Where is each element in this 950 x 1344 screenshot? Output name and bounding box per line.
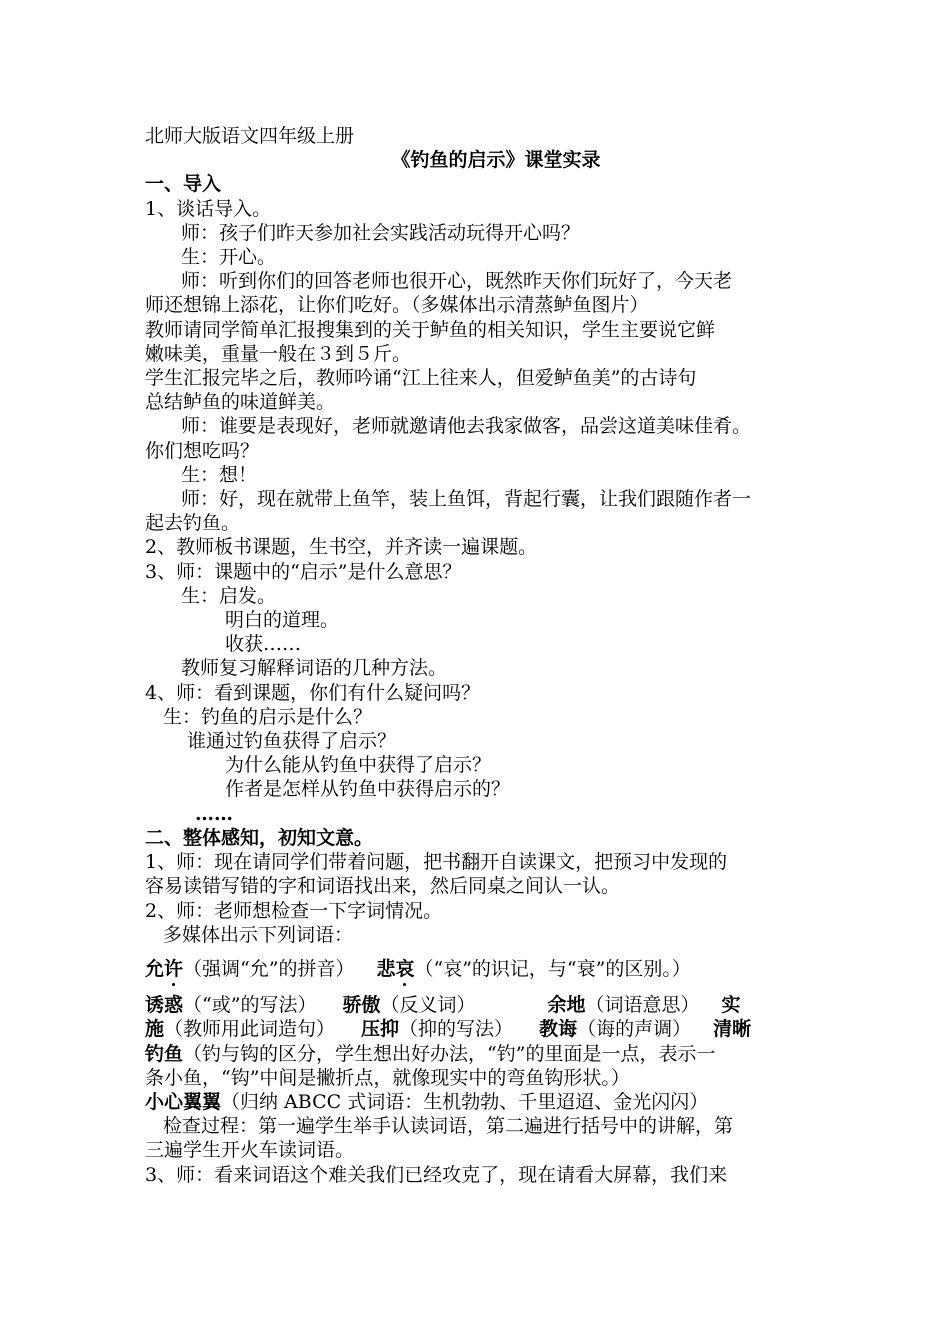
vocab-char: 悲 <box>376 957 396 980</box>
vocab-note: （诲的声调） <box>577 1018 692 1041</box>
item-big-screen: 3、师：看来词语这个难关我们已经攻克了，现在请看大屏幕，我们来 <box>145 1163 728 1186</box>
section-heading-intro: 一、导入 <box>145 173 222 196</box>
student-line: 生：启发。 <box>181 584 277 607</box>
vocab-word: 钓鱼 <box>145 1042 184 1065</box>
teacher-line-cont: 师还想锦上添花，让你们吃好。（多媒体出示清蒸鲈鱼图片） <box>145 294 649 317</box>
vocab-word: 教诲 <box>539 1018 578 1041</box>
student-answer: 明白的道理。 <box>225 609 340 632</box>
teacher-line: 师：孩子们昨天参加社会实践活动玩得开心吗？ <box>181 221 581 244</box>
paragraph-line: 总结鲈鱼的味道鲜美。 <box>145 391 336 414</box>
vocab-line <box>145 993 817 1017</box>
vocab-word: 余地 <box>547 994 586 1017</box>
vocab-note-cont: 条小鱼，“钩”中间是撇折点，就像现实中的弯鱼钩形状。） <box>145 1066 630 1089</box>
ellipsis: …… <box>195 802 233 825</box>
item-meaning-question: 3、师：课题中的“启示”是什么意思？ <box>145 560 462 583</box>
paragraph-line: 嫩味美，重量一般在３到５斤。 <box>145 342 412 365</box>
vocab-word: 施 <box>145 1018 165 1041</box>
student-answer: 收获…… <box>225 633 302 656</box>
vocab-line <box>145 957 817 981</box>
student-question: 为什么能从钓鱼中获得了启示？ <box>225 754 492 777</box>
student-question: 生：钓鱼的启示是什么？ <box>163 705 373 728</box>
document-series: 北师大版语文四年级上册 <box>145 125 355 147</box>
student-question: 作者是怎样从钓鱼中获得启示的？ <box>225 778 511 801</box>
check-process: 检查过程：第一遍学生举手认读词语，第二遍进行括号中的讲解，第 <box>163 1115 734 1138</box>
vocab-line <box>145 1090 817 1114</box>
student-line: 生：开心。 <box>181 246 277 269</box>
teacher-line-cont: 你们想吃吗？ <box>145 439 260 462</box>
item-self-read: 1、师：现在请同学们带着问题，把书翻开自读课文，把预习中发现的 <box>145 851 728 874</box>
vocab-word: 实 <box>721 994 741 1017</box>
teacher-line: 师：谁要是表现好，老师就邀请他去我家做客，品尝这道美味佳肴。 <box>181 415 752 438</box>
item-questions: 4、师：看到课题，你们有什么疑问吗？ <box>145 681 481 704</box>
vocab-line <box>145 1017 817 1041</box>
teacher-line: 师：好，现在就带上鱼竿，装上鱼饵，背起行囊，让我们跟随作者一 <box>181 488 752 511</box>
vocab-note: （词语意思） <box>585 994 700 1017</box>
teacher-line: 师：听到你们的回答老师也很开心，既然昨天你们玩好了，今天老 <box>181 270 733 293</box>
vocab-note: （归纳 ABCC 式词语：生机勃勃、千里迢迢、金光闪闪） <box>221 1090 709 1113</box>
vocab-note: （教师用此词造句） <box>164 1018 336 1041</box>
vocab-word: 诱惑 <box>145 994 184 1017</box>
item-talk-intro: 1、谈话导入。 <box>145 197 272 220</box>
paragraph-line: 教师请同学简单汇报搜集到的关于鲈鱼的相关知识，学生主要说它鲜 <box>145 318 716 341</box>
vocab-char-dotted: 许 <box>164 957 184 980</box>
check-process-cont: 三遍学生开火车读词语。 <box>145 1139 355 1162</box>
student-line: 生：想！ <box>181 463 258 486</box>
vocab-word: 小心翼翼 <box>145 1090 222 1113</box>
vocab-note: （“或”的写法） <box>183 994 317 1017</box>
vocab-note: （钓与钩的区分，学生想出好办法，“钓”的里面是一点，表示一 <box>183 1042 716 1065</box>
vocab-word: 骄傲 <box>342 994 381 1017</box>
item-check-words: 2、师：老师想检查一下字词情况。 <box>145 899 443 922</box>
paragraph-line: 学生汇报完毕之后，教师吟诵“江上往来人，但爱鲈鱼美”的古诗句 <box>145 367 697 390</box>
vocab-line <box>145 1042 817 1066</box>
vocab-note: （反义词） <box>380 994 476 1017</box>
document-title: 《钓鱼的启示》课堂实录 <box>391 149 601 172</box>
vocab-note: （强调“允”的拼音） <box>183 957 355 980</box>
teacher-note: 教师复习解释词语的几种方法。 <box>181 657 448 680</box>
media-note: 多媒体出示下列词语： <box>163 923 354 946</box>
item-self-read-cont: 容易读错写错的字和词语找出来，然后同桌之间认一认。 <box>145 875 621 898</box>
item-board-title: 2、教师板书课题，生书空，并齐读一遍课题。 <box>145 536 538 559</box>
vocab-note: （“哀”的识记，与“衰”的区别。） <box>414 957 691 980</box>
document-page <box>145 124 817 1187</box>
vocab-char: 允 <box>145 957 165 980</box>
vocab-word: 压抑 <box>361 1018 400 1041</box>
vocab-char-dotted: 哀 <box>395 957 415 980</box>
vocab-note: （抑的写法） <box>399 1018 514 1041</box>
section-heading-overview: 二、整体感知，初知文意。 <box>145 826 374 849</box>
vocab-word: 清晰 <box>713 1018 752 1041</box>
teacher-line-cont: 起去钓鱼。 <box>145 512 241 535</box>
student-question: 谁通过钓鱼获得了启示？ <box>187 730 397 753</box>
